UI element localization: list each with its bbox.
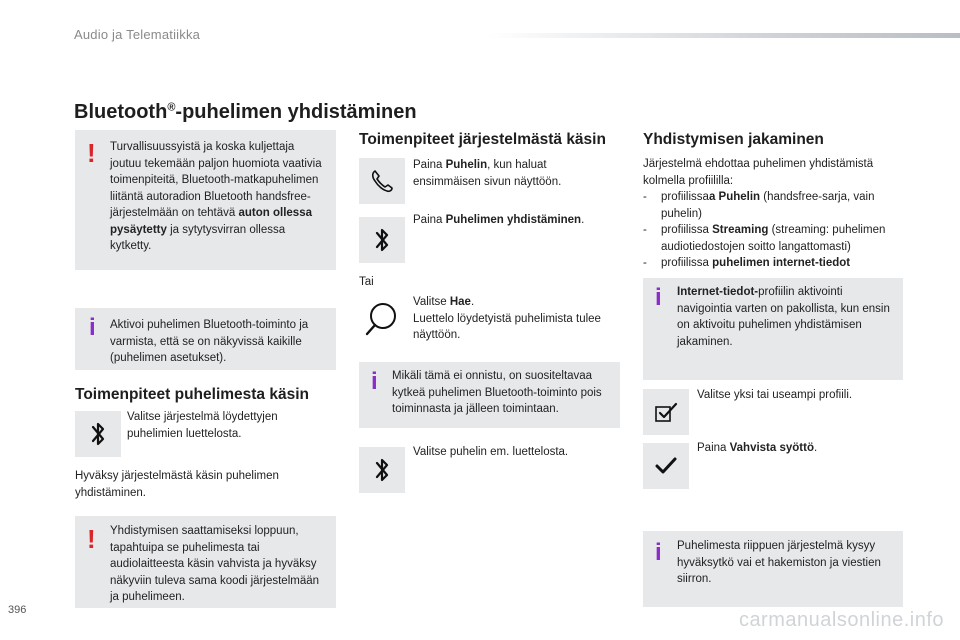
step-select-search-post: . xyxy=(470,296,475,308)
phone-icon-box xyxy=(359,158,405,204)
sharing-intro: Järjestelmä ehdottaa puhelimen yhdistämistä kolmella profiililla: xyxy=(643,158,874,187)
step-select-search-line2: Luettelo löydetyistä puhelimista tulee näyttöön. xyxy=(413,312,601,341)
bluetooth-icon-box xyxy=(359,447,405,493)
profile-list xyxy=(643,189,908,272)
step-press-pair-post: . xyxy=(581,214,585,226)
step-select-system: Valitse järjestelmä löydettyjen puhelimien luettelosta. xyxy=(127,411,278,440)
profile-pre: profiilissa xyxy=(661,224,713,236)
warning-text-pre: Turvallisuussyistä ja koska kuljettaja joutuu tekemään paljon huomiota vaativia toimenpiteitä, Bluetooth-matkapuhelimen liitäntä autoradion Bluetooth handsfree-järjestelmään on tehtävä xyxy=(110,141,322,219)
step-press-phone-post: , kun haluat ensimmäisen sivun näyttöön. xyxy=(413,159,562,188)
step-press-pair-pre: Paina xyxy=(413,214,446,226)
step-press-pair xyxy=(413,212,623,229)
info-box-activate-bluetooth xyxy=(75,308,336,370)
info-box-internet-data xyxy=(643,278,903,380)
profile-bold: a Puhelin xyxy=(708,191,761,203)
warning-box-safety xyxy=(75,130,336,270)
bluetooth-icon-box xyxy=(75,411,121,457)
warning-box-confirm-code xyxy=(75,516,336,608)
info-text-transfer: Puhelimesta riippuen järjestelmä kysyy hyväksytkö vai et hakemiston ja viestien siirron. xyxy=(677,540,881,585)
check-icon-box xyxy=(643,443,689,489)
step-press-phone-pre: Paina xyxy=(413,159,446,171)
profile-item-phone xyxy=(643,189,908,222)
accept-pairing-text: Hyväksy järjestelmästä käsin puhelimen yhdistäminen. xyxy=(75,470,279,499)
warning-text-confirm-code: Yhdistymisen saattamiseksi loppuun, tapahtuipa se puhelimesta tai audiolaitteesta käsin vahvista ja hyväksy näkyviin tuleva sama koodi järjestelmään ja puhelimeen. xyxy=(110,525,320,603)
header-divider xyxy=(488,33,960,38)
info-box-transfer xyxy=(643,531,903,607)
profile-item-streaming xyxy=(643,222,908,255)
profile-post: (handsfree-sarja, vain puhelin) xyxy=(661,191,875,220)
info-text-activate-bluetooth: Aktivoi puhelimen Bluetooth-toiminto ja varmista, että se on näkyvissä kaikille (puhelimen asetukset). xyxy=(110,319,309,364)
info-icon: i xyxy=(655,539,662,566)
step-confirm-pre: Paina xyxy=(697,442,730,454)
registered-mark: ® xyxy=(167,101,176,114)
step-select-search xyxy=(413,294,623,344)
phone-icon xyxy=(369,168,395,194)
profile-item-internet xyxy=(643,255,908,272)
page-title-rest: -puhelimen yhdistäminen xyxy=(175,101,417,123)
step-select-phone-list: Valitse puhelin em. luettelosta. xyxy=(413,446,569,458)
info-icon: i xyxy=(371,368,378,395)
step-press-pair-bold: Puhelimen yhdistäminen xyxy=(445,214,582,226)
check-icon xyxy=(655,457,677,475)
page-title xyxy=(74,101,417,124)
bluetooth-icon xyxy=(89,420,107,448)
bluetooth-icon xyxy=(373,226,391,254)
step-press-phone-bold: Puhelin xyxy=(445,159,488,171)
checkbox-icon xyxy=(654,401,678,423)
list-dash: - xyxy=(643,257,647,269)
step-select-profiles: Valitse yksi tai useampi profiili. xyxy=(697,389,853,401)
info-text-post: profiilin aktivointi navigointia varten on pakollista, kun ensin on aktivoitu puhelimen yhdistämisen jakaminen. xyxy=(677,286,890,348)
or-label: Tai xyxy=(359,276,374,288)
info-box-retry xyxy=(359,362,620,428)
step-select-search-bold: Hae xyxy=(449,296,471,308)
bluetooth-icon xyxy=(373,456,391,484)
watermark: carmanualsonline.info xyxy=(738,609,944,631)
search-icon-box xyxy=(359,296,405,342)
section-title-from-system: Toimenpiteet järjestelmästä käsin xyxy=(359,131,606,148)
section-title-sharing: Yhdistymisen jakaminen xyxy=(643,131,824,148)
list-dash: - xyxy=(643,191,647,203)
profile-pre: profiilissa xyxy=(661,257,713,269)
page-title-text: Bluetooth xyxy=(74,101,168,123)
profile-pre: profiilissa xyxy=(661,191,709,203)
info-icon: i xyxy=(89,314,96,341)
warning-icon: ! xyxy=(87,524,96,554)
checkbox-icon-box xyxy=(643,389,689,435)
step-confirm-post: . xyxy=(813,442,818,454)
page-number: 396 xyxy=(8,604,27,616)
profile-post: (streaming: puhelimen audiotiedostojen soitto langattomasti) xyxy=(661,224,886,253)
warning-text-safety xyxy=(110,139,325,255)
bluetooth-icon-box xyxy=(359,217,405,263)
profile-bold: Streaming xyxy=(712,224,769,236)
list-dash: - xyxy=(643,224,647,236)
search-icon xyxy=(362,299,402,339)
info-text-bold: Internet-tiedot- xyxy=(677,286,759,298)
page-header-title: Audio ja Telematiikka xyxy=(74,27,201,42)
warning-text-post: ja sytytysvirran ollessa kytketty. xyxy=(110,223,286,252)
info-icon: i xyxy=(655,284,662,311)
warning-icon: ! xyxy=(87,138,96,168)
section-title-from-phone: Toimenpiteet puhelimesta käsin xyxy=(75,386,309,403)
info-text-retry: Mikäli tämä ei onnistu, on suositeltavaa kytkeä puhelimen Bluetooth-toiminto pois toiminnasta ja jälleen toimintaan. xyxy=(392,370,602,415)
step-confirm-bold: Vahvista syöttö xyxy=(729,442,814,454)
step-confirm-entry xyxy=(697,440,907,457)
step-select-search-pre: Valitse xyxy=(413,296,450,308)
info-text-internet-data xyxy=(677,284,895,350)
warning-text-bold: auton ollessa pysäytetty xyxy=(110,207,312,236)
step-press-phone xyxy=(413,157,613,190)
profile-bold: puhelimen internet-tiedot xyxy=(712,257,851,269)
